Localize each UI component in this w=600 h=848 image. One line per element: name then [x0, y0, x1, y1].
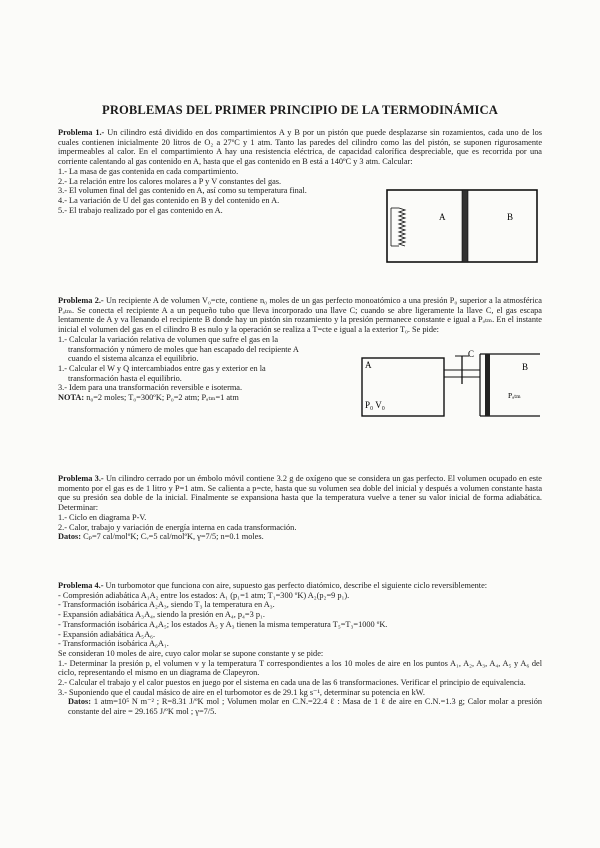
problem-4-data	[58, 697, 542, 716]
cycle-step: - Transformación isobárica A₄A₅; los estados A₅ y A₃ tienen la misma temperatura T₅=T₃=1000 ºK.	[58, 619, 388, 629]
problem-4	[58, 581, 542, 717]
problem-4-question: 1.- Determinar la presión p, el volumen v y la temperatura T correspondientes a los 10 moles de aire en los puntos A₁, A₂, A₃, A₄, A₅ y A₆ del ciclo, representando el mismo en un diagrama de Clapeyron.	[58, 658, 542, 678]
problem-4-question: 2.- Calcular el trabajo y el calor puestos en juego por el sistema en cada una de las 6 transformaciones. Verificar el principio de equivalencia.	[58, 678, 526, 688]
cycle-step: - Expansión adiabática A₅A₆.	[58, 629, 156, 639]
cycle-step: - Transformación isobárica A₂A₃, siendo T₃ la temperatura en A₃.	[58, 600, 275, 610]
problem-1-item: 1.- La masa de gas contenida en cada compartimiento.	[58, 166, 239, 176]
vessel-a-label: A	[365, 360, 372, 370]
problem-2-heading: Problema 2.-	[58, 296, 104, 305]
problem-1-cylinder-diagram	[385, 188, 540, 266]
data-text: 1 atm=10⁵ N m⁻² ; R=8.31 J/ºK mol ; Volumen molar en C.N.=22.4 ℓ : Masa de 1 ℓ de aire en C.N.=1.3 g; Calor molar a presión constante del aire = 29.165 J/ºK mol ; γ=7/5.	[68, 697, 542, 717]
problem-1-item: 3.- El volumen final del gas contenido en A, así como su temperatura final.	[58, 186, 307, 196]
cylinder-b-label: B	[522, 362, 529, 372]
problem-1-item: 2.- La relación entre los calores molares a P y V constantes del gas.	[58, 176, 282, 186]
piston-b	[485, 354, 490, 416]
problem-2-vessel-diagram	[360, 348, 542, 420]
p0-v0-label: P₀ V₀	[365, 400, 385, 410]
problem-4-question: 3.- Suponiendo que el caudal másico de aire en el turbomotor es de 29.1 kg s⁻¹, determinar su potencia en kW.	[58, 687, 425, 697]
problem-2-item: cuando el sistema alcanza el equilibrio.	[68, 354, 199, 364]
problem-3-item: 1.- Ciclo en diagrama P-V.	[58, 512, 147, 522]
problem-3-statement	[58, 474, 542, 513]
problem-2-item: 1.- Calcular la variación relativa de volumen que sufre el gas en la	[58, 334, 279, 344]
cycle-step: - Expansión adiabática A₃A₄, siendo la presión en A₄, p₄=3 p₁.	[58, 610, 265, 620]
problem-1-text: Un cilindro está dividido en dos compartimientos A y B por un pistón que puede desplazarse sin rozamientos, cada uno de los cuales contienen inicialmente 20 litros de O₂ a 27ºC y 1 atm. Tanto las paredes del cilindro como las del pistón, se suponen rigurosamente impermeables al calor. En el compartimiento A hay una resistencia eléctrica, de capacidad calorífica despreciable, que es recorrida por una corriente calentando al gas contenido en A, hasta que el gas contenido en B está a 140ºC y 3 atm. Calcular:	[58, 128, 542, 167]
heating-resistor	[399, 208, 405, 246]
patm-label: Pₐₜₘ	[508, 391, 521, 400]
problem-4-statement	[58, 581, 542, 591]
problem-2-statement	[58, 296, 542, 335]
piston	[462, 190, 468, 262]
cycle-step: - Compresión adiabática A₁A₂ entre los estados: A₁ (p₁=1 atm; T₁=300 ºK) A₂(p₂=9 p₁).	[58, 590, 350, 600]
problem-4-text: Un turbomotor que funciona con aire, supuesto gas perfecto diatómico, describe el siguiente ciclo reversiblemente:	[103, 581, 488, 590]
problem-1-item: 4.- La variación de U del gas contenido en B y del contenido en A.	[58, 195, 280, 205]
data-label: Datos:	[58, 532, 82, 542]
compartment-b-label: B	[507, 212, 514, 222]
problem-3	[58, 474, 542, 542]
problem-3-text: Un cilindro cerrado por un émbolo móvil contiene 3.2 g de oxígeno que se considera un gas perfecto. El volumen ocupado en este momento por el gas es de 1 litro y P=1 atm. Se calienta a p=cte, hasta que su volumen sea doble del inicial y después a volumen constante hasta que su presión sea doble de la inicial. Finalmente se expansiona hasta que la temperatura vuelve a tener su valor inicial de forma adiabática. Determinar:	[58, 474, 542, 513]
problem-1-item: 5.- El trabajo realizado por el gas contenido en A.	[58, 205, 223, 215]
problem-3-data	[58, 532, 542, 542]
problem-2-item: transformación hasta el equilibrio.	[68, 373, 182, 383]
problem-2-item: 3.- Idem para una transformación reversible e isoterma.	[58, 383, 243, 393]
problem-2-item: 1.- Calcular el W y Q intercambiados entre gas y exterior en la	[58, 363, 266, 373]
problem-2-item: transformación y número de moles que han escapado del recipiente A	[68, 344, 299, 354]
problem-1-heading: Problema 1.-	[58, 128, 105, 137]
data-label: Datos:	[68, 697, 92, 707]
page-title: PROBLEMAS DEL PRIMER PRINCIPIO DE LA TERMODINÁMICA	[102, 103, 498, 117]
problem-2-text: Un recipiente A de volumen V₀=cte, contiene n₀ moles de un gas perfecto monoatómico a una presión P₀ superior a la atmosférica Pₐₜₘ. Se conecta el recipiente A a un pequeño tubo que lleva incorporado una llave C; cuando se abre ligeramente la llave C, el gas escapa lentamente de A y va llenando el recipiente B donde hay un pistón sin rozamiento y la presión permanece constante e igual a Pₐₜₘ. En el instante inicial el volumen del gas en el cilindro B es nulo y la operación se realiza a T=cte e igual a la exterior T₀. Se pide:	[58, 296, 542, 335]
compartment-a-label: A	[439, 212, 446, 222]
valve-c-label: C	[468, 349, 475, 359]
problem-4-heading: Problema 4.-	[58, 581, 104, 590]
problem-3-item: 2.- Calor, trabajo y variación de energía interna en cada transformación.	[58, 522, 297, 532]
problem-3-heading: Problema 3.-	[58, 474, 104, 483]
cycle-step: - Transformación isobárica A₆A₁.	[58, 639, 169, 649]
note-label: NOTA:	[58, 393, 85, 403]
problem-1-statement	[58, 128, 542, 167]
note-text: n₀=2 moles; T₀=300ºK; P₀=2 atm; Pₐₜₘ=1 atm	[84, 393, 239, 403]
problem-4-intro: Se consideran 10 moles de aire, cuyo calor molar se supone constante y se pide:	[58, 648, 324, 658]
data-text: Cₚ=7 cal/molºK; Cᵥ=5 cal/molºK, γ=7/5; n=0.1 moles.	[81, 532, 264, 542]
